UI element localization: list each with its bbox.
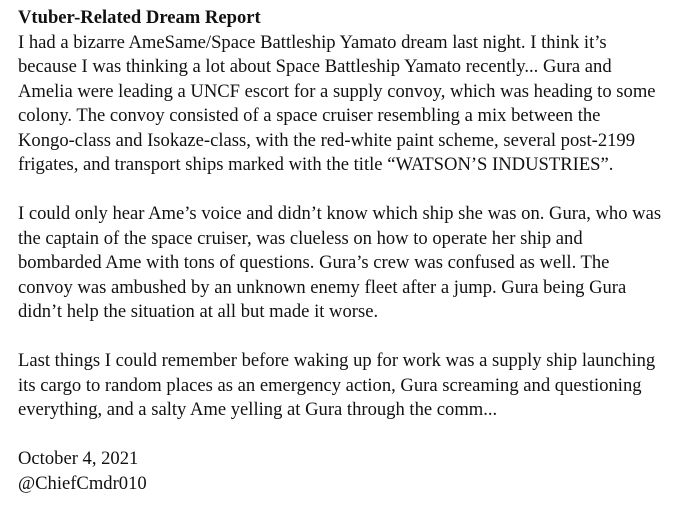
paragraph-3 [18,349,673,423]
paragraph-2 [18,202,673,325]
paragraph-line: Last things I could remember before waking up for work was a supply ship launching [18,350,656,371]
paragraph-line: bombarded Ame with tons of questions. Gura’s crew was confused as well. The [18,252,610,273]
paragraph-line: Kongo-class and Isokaze-class, with the red-white paint scheme, several post-2199 [18,129,636,151]
paragraph-line: everything, and a salty Ame yelling at Gura through the comm... [18,399,498,420]
paragraph-line: I could only hear Ame’s voice and didn’t know which ship she was on. Gura, who was [18,203,662,224]
paragraph-line: I had a bizarre AmeSame/Space Battleship Yamato dream last night. I think it’s [18,31,607,53]
document [18,6,673,496]
paragraph-line: Amelia were leading a UNCF escort for a supply convoy, which was heading to some [18,80,656,102]
document-title: Vtuber-Related Dream Report [18,7,261,28]
author-handle: @ChiefCmdr010 [18,472,147,494]
document-date: October 4, 2021 [18,448,139,469]
paragraph-line: frigates, and transport ships marked with the title “WATSON’S INDUSTRIES”. [18,154,614,175]
paragraph-line: because I was thinking a lot about Space Battleship Yamato recently... Gura and [18,56,612,77]
paragraph-line: its cargo to random places as an emergency action, Gura screaming and questioning [18,374,642,396]
paragraph-line: didn’t help the situation at all but made it worse. [18,301,379,322]
paragraph-line: convoy was ambushed by an unknown enemy fleet after a jump. Gura being Gura [18,276,627,298]
document-footer [18,447,673,496]
paragraph-line: colony. The convoy consisted of a space cruiser resembling a mix between the [18,105,601,126]
paragraph-line: the captain of the space cruiser, was clueless on how to operate her ship and [18,227,583,249]
paragraph-1 [18,31,673,178]
